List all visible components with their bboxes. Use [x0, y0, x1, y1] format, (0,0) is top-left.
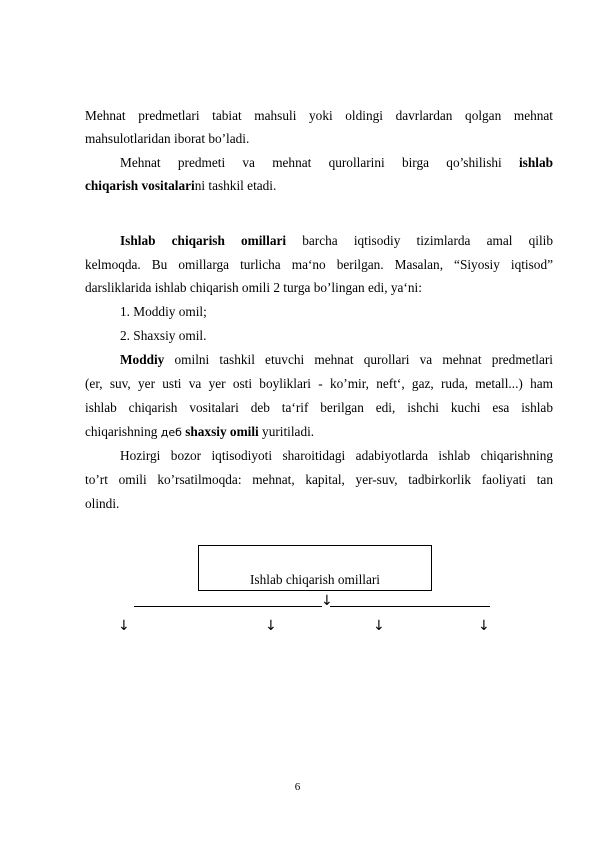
paragraph-2-line-1 — [120, 155, 553, 170]
paragraph-4-text: omilni tashkil etuvchi mehnat qurollari va mehnat predmetlari — [164, 352, 553, 367]
paragraph-4-line-1 — [120, 352, 553, 367]
paragraph-3-text: barcha iqtisodiy tizimlarda amal qilib — [286, 233, 553, 248]
paragraph-3-line-3: darsliklarida ishlab chiqarish omili 2 turga bo’lingan edi, ya‘ni: — [85, 280, 422, 295]
paragraph-4-line-4 — [85, 424, 553, 439]
paragraph-1-line-2: mahsulotlaridan iborat bo’ladi. — [85, 131, 250, 146]
page-number: 6 — [294, 781, 301, 793]
paragraph-3-line-1 — [120, 233, 553, 248]
paragraph-4-line-2: (er, suv, yer usti va yer osti boyliklari - ko’mir, neft‘, gaz, ruda, metall...) ham — [85, 376, 553, 391]
diagram-down-arrow-3: ↓ — [373, 618, 385, 634]
diagram-connector-left — [134, 606, 322, 607]
paragraph-3-bold-term: Ishlab chiqarish omillari — [120, 233, 287, 248]
diagram-down-arrow-2: ↓ — [265, 618, 277, 634]
paragraph-5-line-3: olindi. — [85, 496, 120, 511]
paragraph-3-line-2: kelmoqda. Bu omillarga turlicha ma‘no berilgan. Masalan, “Siyosiy iqtisod” — [85, 257, 553, 272]
paragraph-4-text-start: chiqarishning — [85, 424, 161, 439]
paragraph-2-text: Mehnat predmeti va mehnat qurollarini birga qo’shilishi — [120, 155, 519, 170]
paragraph-2-bold-term: ishlab — [518, 155, 553, 170]
paragraph-2-line-2 — [85, 178, 553, 193]
diagram-down-arrow-4: ↓ — [478, 618, 490, 634]
diagram-down-arrow-1: ↓ — [118, 618, 130, 634]
paragraph-5-line-2: to’rt omili ko’rsatilmoqda: mehnat, kapital, yer-suv, tadbirkorlik faoliyati tan — [85, 472, 553, 487]
list-item-2: 2. Shaxsiy omil. — [120, 328, 207, 343]
paragraph-4-bold-term: Moddiy — [120, 352, 165, 367]
paragraph-2-text-cont: ni tashkil etadi. — [194, 178, 277, 193]
diagram-box — [198, 545, 432, 591]
paragraph-1-line-1: Mehnat predmetlari tabiat mahsuli yoki oldingi davrlardan qolgan mehnat — [85, 108, 553, 123]
diagram-box-label: Ishlab chiqarish omillari — [250, 572, 380, 587]
paragraph-2-bold-term-cont: chiqarish vositalari — [85, 178, 195, 193]
paragraph-4-bold-term-2: shaxsiy omili — [181, 424, 259, 439]
paragraph-5-line-1: Hozirgi bozor iqtisodiyoti sharoitidagi adabiyotlarda ishlab chiqarishning — [120, 448, 553, 463]
list-item-1: 1. Moddiy omil; — [120, 304, 207, 319]
diagram-down-arrow-center: ↓ — [321, 593, 333, 609]
paragraph-4-line-3: ishlab chiqarish vositalari deb ta‘rif berilgan edi, ishchi kuchi esa ishlab — [85, 400, 553, 415]
diagram-connector-right — [330, 606, 490, 607]
paragraph-4-text-end: yuritiladi. — [258, 424, 315, 439]
paragraph-4-cyrillic-word: деб — [160, 426, 182, 439]
